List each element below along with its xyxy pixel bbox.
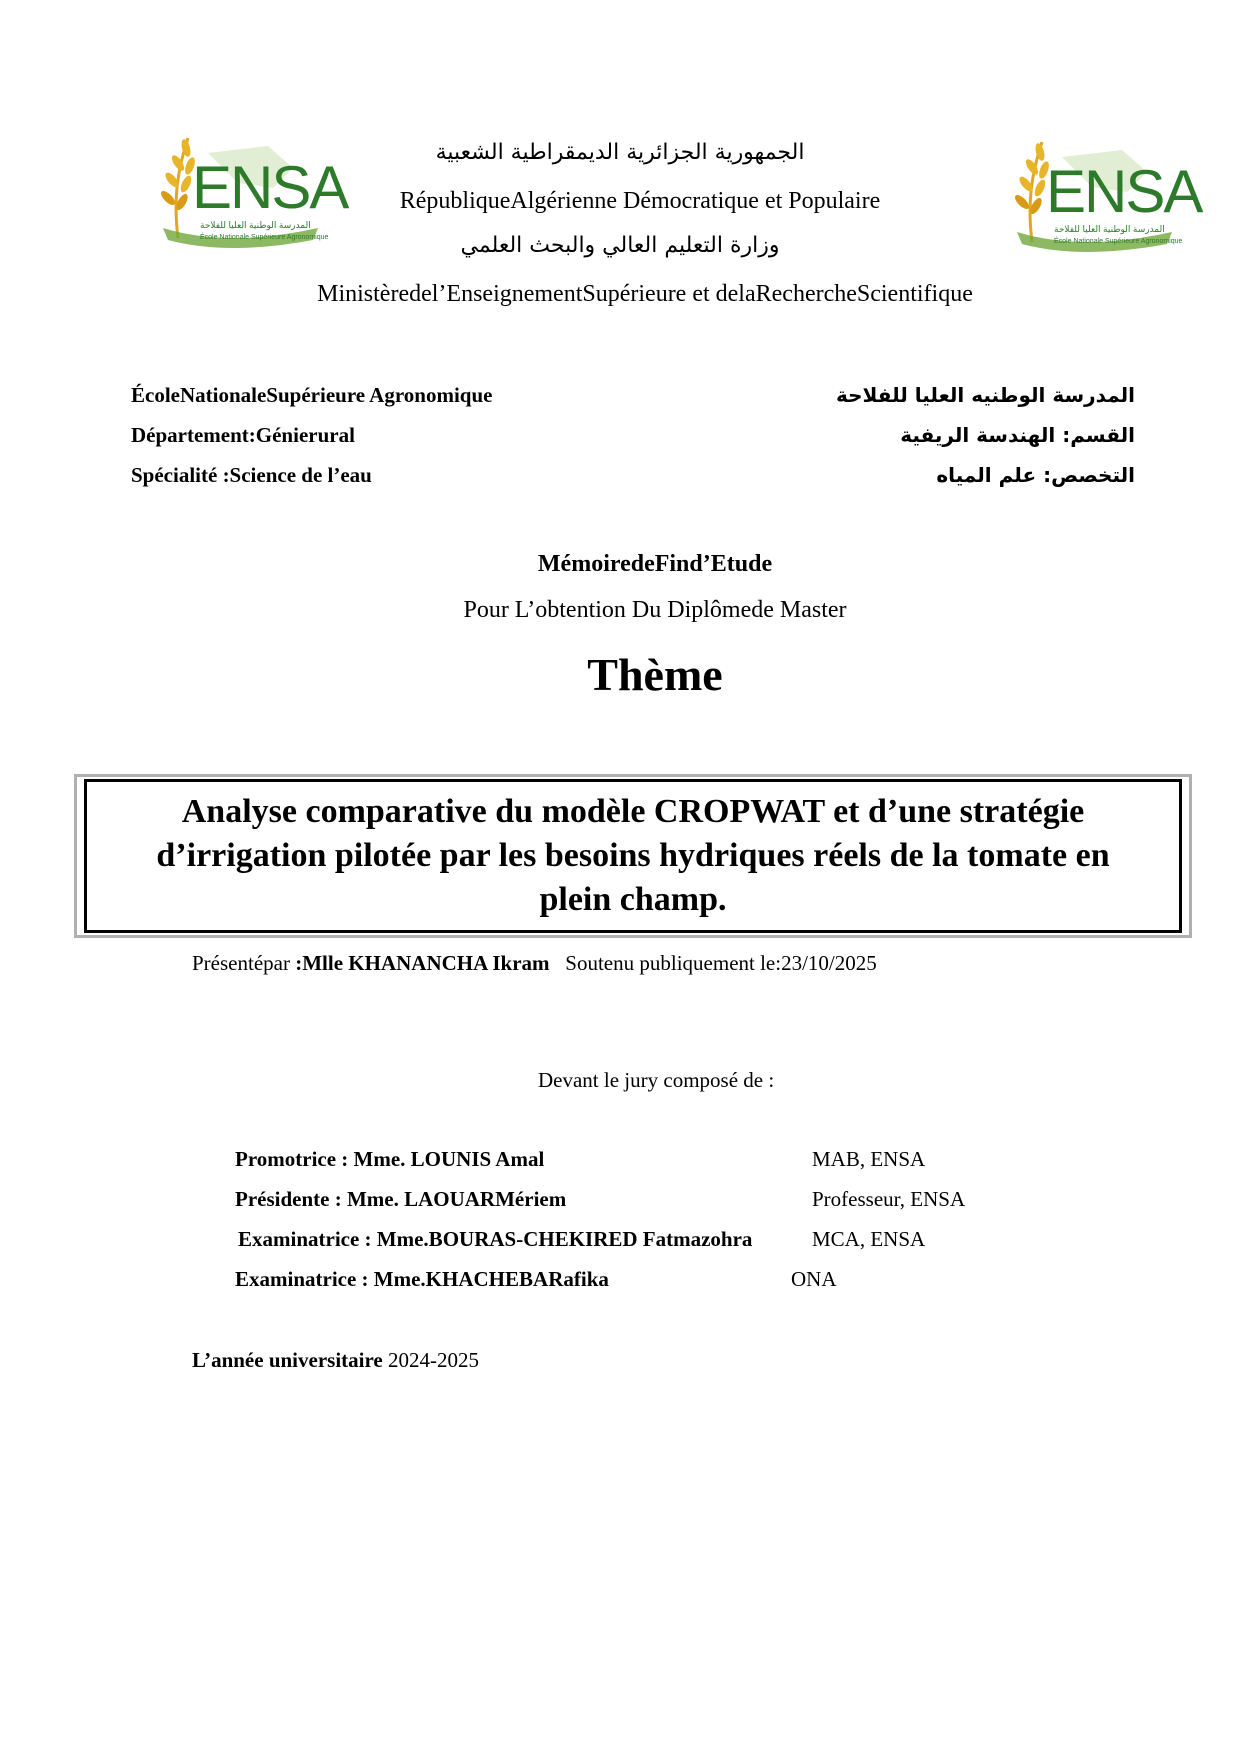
jury-member-role: Examinatrice : Mme.BOURAS-CHEKIRED Fatmazohra xyxy=(238,1227,753,1251)
logo-subtitle-fr: École Nationale Supérieure Agronomique xyxy=(200,234,329,241)
logo-subtitle-fr: École Nationale Supérieure Agronomique xyxy=(1054,238,1183,245)
logo-brand-text: ENSA xyxy=(192,154,348,221)
header-republic-fr: RépubliqueAlgérienne Démocratique et Populaire xyxy=(399,188,881,214)
department-ar: القسم: الهندسة الريفية xyxy=(900,423,1135,447)
jury-member-affiliation: ONA xyxy=(791,1267,837,1291)
jury-member-affiliation: MAB, ENSA xyxy=(812,1147,926,1171)
logo-subtitle-ar: المدرسة الوطنية العليا للفلاحة xyxy=(200,220,311,230)
jury-member-affiliation: MCA, ENSA xyxy=(812,1227,926,1251)
specialty-ar: التخصص: علم المياه xyxy=(936,463,1135,487)
jury-member-row xyxy=(0,1147,1240,1177)
logo-subtitle-ar: المدرسة الوطنية العليا للفلاحة xyxy=(1054,224,1165,234)
jury-member-row xyxy=(0,1267,1240,1297)
academic-year-value: 2024-2025 xyxy=(382,1348,480,1372)
academic-year-label: L’année universitaire xyxy=(192,1348,383,1372)
school-name-ar: المدرسة الوطنيه العليا للفلاحة xyxy=(835,383,1135,407)
theme-text: Analyse comparative du modèle CROPWAT et d’une stratégie d’irrigation pilotée par les besoins hydriques réels de la tomate en plein champ. xyxy=(156,793,1110,918)
theme-box xyxy=(84,779,1182,933)
jury-heading: Devant le jury composé de : xyxy=(538,1068,775,1092)
academic-year xyxy=(192,1348,479,1373)
theme-label: Thème xyxy=(587,649,723,700)
presented-prefix: Présentépar xyxy=(192,951,296,975)
memoire-subtitle: Pour L’obtention Du Diplômede Master xyxy=(463,597,847,623)
jury-member-role: Examinatrice : Mme.KHACHEBARafika xyxy=(235,1267,609,1291)
jury-member-role: Présidente : Mme. LAOUARMériem xyxy=(235,1187,567,1211)
jury-member-row xyxy=(0,1227,1240,1257)
header-arabic-republic: الجمهورية الجزائرية الديمقراطية الشعبية xyxy=(435,140,805,165)
defense-date: Soutenu publiquement le:23/10/2025 xyxy=(565,951,877,975)
memoire-title: MémoiredeFind’Etude xyxy=(537,551,773,577)
header-arabic-ministry: وزارة التعليم العالي والبحث العلمي xyxy=(460,233,780,258)
jury-member-row xyxy=(0,1187,1240,1217)
department-fr: Département:Génierural xyxy=(131,423,355,447)
school-name-fr: ÉcoleNationaleSupérieure Agronomique xyxy=(131,383,493,407)
logo-brand-text: ENSA xyxy=(1046,158,1202,225)
jury-member-role: Promotrice : Mme. LOUNIS Amal xyxy=(235,1147,545,1171)
presented-line xyxy=(192,951,877,976)
jury-member-affiliation: Professeur, ENSA xyxy=(812,1187,966,1211)
student-name: :Mlle KHANANCHA Ikram xyxy=(295,951,550,975)
header-ministry-fr: Ministèredel’EnseignementSupérieure et delaRechercheScientifique xyxy=(317,281,973,307)
specialty-fr: Spécialité :Science de l’eau xyxy=(131,463,372,487)
